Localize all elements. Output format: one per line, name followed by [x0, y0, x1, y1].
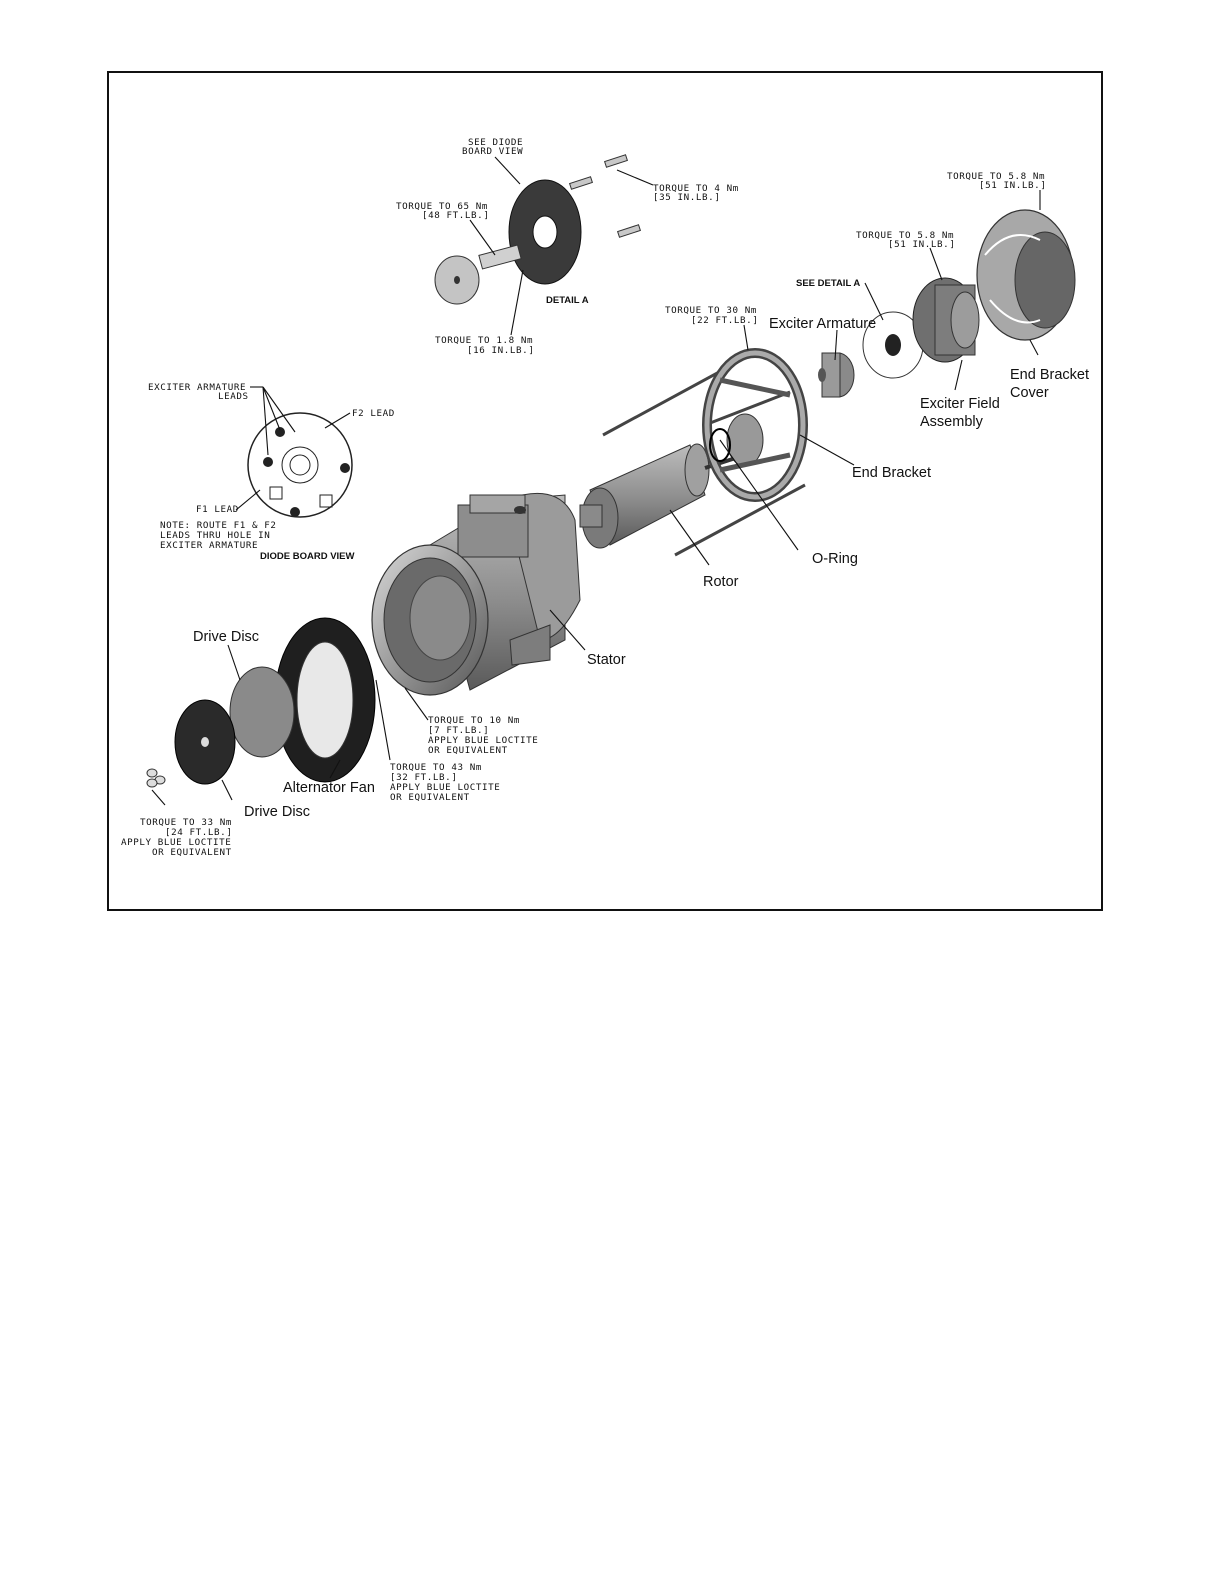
callout-torque-10-line1: TORQUE TO 10 Nm [428, 715, 520, 726]
callout-torque-58-cover-line2: [51 IN.LB.] [979, 180, 1047, 191]
callout-torque-18-line1: TORQUE TO 1.8 Nm [435, 335, 534, 346]
callout-torque-4-line1: TORQUE TO 4 Nm [653, 183, 739, 194]
callout-torque-58-field-line2: [51 IN.LB.] [888, 239, 956, 250]
end-bracket-cover-part [977, 210, 1075, 340]
callout-torque-30-line1: TORQUE TO 30 Nm [665, 305, 757, 316]
label-drive-disc-top: Drive Disc [193, 629, 260, 645]
callout-torque-33-line4: OR EQUIVALENT [152, 847, 232, 858]
label-end-bracket: End Bracket [852, 465, 931, 481]
stator-part [372, 493, 580, 695]
callout-f2-lead: F2 LEAD [352, 408, 395, 419]
callout-detail-a: DETAIL A [546, 295, 589, 306]
label-exciter-field-line2: Assembly [920, 414, 983, 430]
label-exciter-field-line1: Exciter Field [920, 396, 1000, 412]
callout-f1-lead: F1 LEAD [196, 504, 239, 515]
label-o-ring: O-Ring [812, 551, 858, 567]
callout-torque-33-line2: [24 FT.LB.] [165, 827, 233, 838]
callout-torque-10-line3: APPLY BLUE LOCTITE [428, 735, 539, 746]
callout-torque-43-line4: OR EQUIVALENT [390, 792, 470, 803]
callout-torque-65-line2: [48 FT.LB.] [422, 210, 490, 221]
callout-torque-33-line3: APPLY BLUE LOCTITE [121, 837, 232, 848]
callout-torque-43-line3: APPLY BLUE LOCTITE [390, 782, 501, 793]
exciter-armature-part [818, 353, 854, 397]
label-alternator-fan: Alternator Fan [283, 780, 375, 796]
callout-torque-65-line1: TORQUE TO 65 Nm [396, 201, 488, 212]
callout-see-diode-line1: SEE DIODE [468, 137, 524, 148]
callout-torque-58-cover-line1: TORQUE TO 5.8 Nm [947, 171, 1046, 182]
callout-see-diode-line2: BOARD VIEW [462, 146, 524, 157]
callout-exciter-armature-leads-line1: EXCITER ARMATURE [148, 382, 247, 393]
callout-torque-30-line2: [22 FT.LB.] [691, 315, 759, 326]
callout-diode-board-view: DIODE BOARD VIEW [260, 551, 355, 562]
callout-see-detail-a: SEE DETAIL A [796, 278, 861, 289]
callout-exciter-armature-leads-line2: LEADS [218, 391, 249, 402]
callout-torque-43-line1: TORQUE TO 43 Nm [390, 762, 482, 773]
drive-disc-top-part [230, 667, 294, 757]
callout-torque-4-line2: [35 IN.LB.] [653, 192, 721, 203]
label-drive-disc-bottom: Drive Disc [244, 804, 311, 820]
label-rotor: Rotor [703, 574, 739, 590]
callout-torque-58-field-line1: TORQUE TO 5.8 Nm [856, 230, 955, 241]
label-end-bracket-cover-line2: Cover [1010, 385, 1049, 401]
label-exciter-armature: Exciter Armature [769, 316, 877, 332]
disc-bolts [147, 769, 165, 787]
callout-torque-43-line2: [32 FT.LB.] [390, 772, 458, 783]
end-bracket-part [707, 353, 803, 497]
diode-board-view-drawing [248, 413, 352, 517]
callout-note-line3: EXCITER ARMATURE [160, 540, 259, 551]
callout-note-line1: NOTE: ROUTE F1 & F2 [160, 520, 277, 531]
label-end-bracket-cover-line1: End Bracket [1010, 367, 1089, 383]
callout-note-line2: LEADS THRU HOLE IN [160, 530, 271, 541]
callout-torque-33-line1: TORQUE TO 33 Nm [140, 817, 232, 828]
callout-torque-10-line2: [7 FT.LB.] [428, 725, 490, 736]
diode-board-part [435, 155, 640, 304]
callout-torque-18-line2: [16 IN.LB.] [467, 345, 535, 356]
callout-torque-10-line4: OR EQUIVALENT [428, 745, 508, 756]
label-stator: Stator [587, 652, 626, 668]
exciter-field-part [913, 278, 979, 362]
drive-disc-hub [201, 737, 209, 747]
